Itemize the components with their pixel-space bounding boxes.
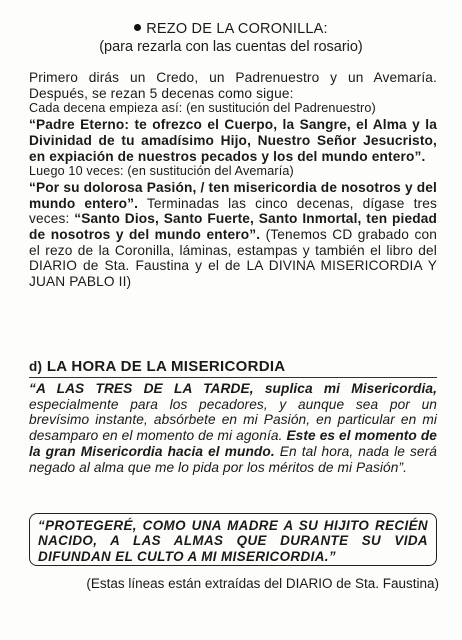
section-letter: d)	[29, 359, 43, 374]
hour-of-mercy-text	[29, 381, 437, 475]
prayer-padre-eterno: “Padre Eterno: te ofrezco el Cuerpo, la Sangre, el Alma y la Divinidad de tu amadísimo Hijo, Nuestro Señor Jesucristo, en expiación de nuestros pecados y los del mundo entero”.	[29, 117, 437, 164]
instructions-body	[29, 70, 437, 290]
intro-paragraph: Primero dirás un Credo, un Padrenuestro y un Avemaría. Después, se rezan 5 decenas como sigue:	[29, 70, 437, 101]
promise-quote-text: “PROTEGERÉ, COMO UNA MADRE A SU HIJITO RECIÉN NACIDO, A LAS ALMAS QUE DURANTE SU VIDA DIFUNDAN EL CULTO A MI MISERICORDIA.”	[38, 518, 428, 564]
pasion-paragraph	[29, 180, 437, 290]
title-text: REZO DE LA CORONILLA:	[146, 21, 328, 37]
source-note: (Estas líneas están extraídas del DIARIO de Sta. Faustina)	[86, 576, 439, 591]
page-subtitle: (para rezarla con las cuentas del rosario)	[99, 39, 363, 55]
prayer-santo-dios: “Santo Dios, Santo Fuerte, Santo Inmortal, ten piedad de nosotros y del mundo entero”.	[29, 211, 438, 243]
page-header	[0, 20, 462, 56]
decade-start-note: Cada decena empieza así: (en sustitución del Padrenuestro)	[29, 101, 376, 116]
section-divider	[29, 377, 437, 378]
hour-bold-line: Este es el momento de la gran Misericordia hacia el mundo.	[29, 428, 438, 459]
bullet-icon	[134, 24, 141, 31]
page-title	[0, 20, 462, 38]
section-heading	[29, 358, 437, 375]
hour-text-1: especialmente para los pecadores, y aunque sea por un brevísimo instante, absórbete en mi Pasión, en particular en mi desamparo en el momento de mi agonía.	[29, 396, 437, 444]
hour-text-2: En tal hora, nada le será negado al alma que me lo pida por los méritos de mi Pasión”.	[29, 443, 438, 475]
cd-note: (Tenemos CD grabado con el rezo de la Coronilla, láminas, estampas y también el libro del DIARIO de Sta. Faustina y el de LA DIVINA MISERICORDIA Y JUAN PABLO II)	[29, 227, 437, 290]
hour-lead: “A LAS TRES DE LA TARDE, suplica mi Misericordia,	[29, 381, 437, 396]
section-title-text: LA HORA DE LA MISERICORDIA	[46, 358, 286, 375]
hour-paragraph	[29, 381, 437, 475]
promise-quote-box	[29, 513, 437, 566]
ten-times-note: Luego 10 veces: (en sustitución del Avemaría)	[29, 164, 294, 179]
prayer-dolorosa-pasion: “Por su dolorosa Pasión, / ten misericordia de nosotros y del mundo entero”.	[29, 179, 437, 211]
after-decades-note: Terminadas las cinco decenas, dígase tres veces:	[29, 195, 437, 227]
